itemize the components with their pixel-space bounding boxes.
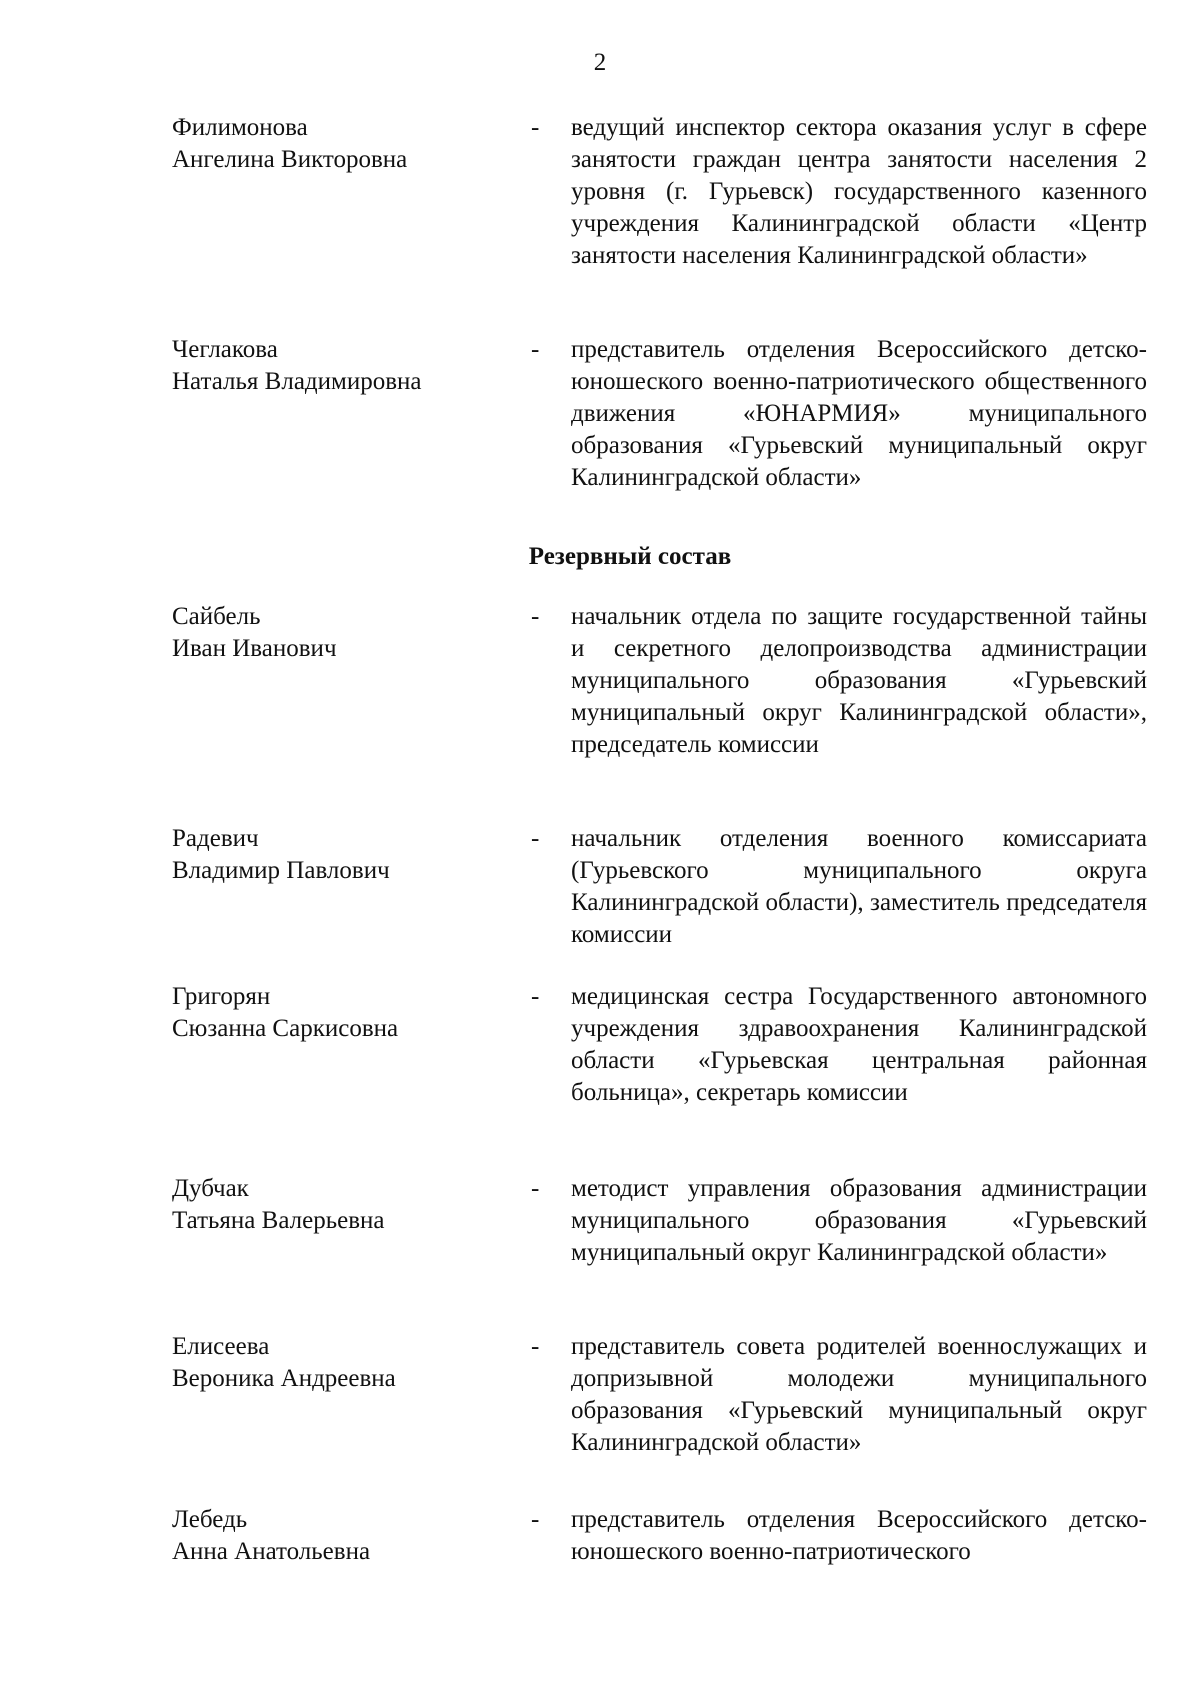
member-description: методист управления образования администрации муниципального образования «Гурьевский муниципальный округ Калининградской области» <box>571 1175 1147 1266</box>
member-name <box>172 601 502 665</box>
member-surname: Лебедь <box>172 1506 248 1533</box>
separator-dash: - <box>531 1175 540 1202</box>
member-given-names: Анна Анатольевна <box>172 1538 371 1565</box>
member-description: представитель отделения Всероссийского детско-юношеского военно-патриотического <box>571 1506 1147 1565</box>
member-name <box>172 823 502 887</box>
member-surname: Филимонова <box>172 114 308 141</box>
member-surname: Дубчак <box>172 1175 249 1202</box>
member-given-names: Владимир Павлович <box>172 857 390 884</box>
member-given-names: Вероника Андреевна <box>172 1365 396 1392</box>
member-description: медицинская сестра Государственного автономного учреждения здравоохранения Калининградской области «Гурьевская центральная районная больница», секретарь комиссии <box>571 983 1147 1106</box>
member-description: начальник отдела по защите государственной тайны и секретного делопроизводства администрации муниципального образования «Гурьевский муниципальный округ Калининградской области», председатель комиссии <box>571 603 1147 758</box>
member-given-names: Ангелина Викторовна <box>172 146 408 173</box>
member-description: представитель совета родителей военнослужащих и допризывной молодежи муниципального образования «Гурьевский муниципальный округ Калининградской области» <box>571 1333 1147 1456</box>
member-name <box>172 112 502 176</box>
member-given-names: Сюзанна Саркисовна <box>172 1015 399 1042</box>
separator-dash: - <box>531 603 540 630</box>
separator-dash: - <box>531 825 540 852</box>
member-given-names: Наталья Владимировна <box>172 368 422 395</box>
member-surname: Григорян <box>172 983 271 1010</box>
member-surname: Елисеева <box>172 1333 270 1360</box>
member-name <box>172 1173 502 1237</box>
member-surname: Радевич <box>172 825 259 852</box>
separator-dash: - <box>531 114 540 141</box>
separator-dash: - <box>531 336 540 363</box>
member-given-names: Иван Иванович <box>172 635 337 662</box>
page-number: 2 <box>593 49 607 76</box>
separator-dash: - <box>531 1506 540 1533</box>
member-name <box>172 1504 502 1568</box>
member-given-names: Татьяна Валерьевна <box>172 1207 385 1234</box>
separator-dash: - <box>531 983 540 1010</box>
member-name <box>172 1331 502 1395</box>
member-surname: Сайбель <box>172 603 261 630</box>
member-description: ведущий инспектор сектора оказания услуг в сфере занятости граждан центра занятости населения 2 уровня (г. Гурьевск) государственного казенного учреждения Калининградской области «Центр занятости населения Калининградской области» <box>571 114 1147 269</box>
member-name <box>172 334 502 398</box>
separator-dash: - <box>531 1333 540 1360</box>
member-description: начальник отделения военного комиссариата (Гурьевского муниципального округа Калининградской области), заместитель председателя комиссии <box>571 825 1147 948</box>
member-name <box>172 981 502 1045</box>
reserve-section-title: Резервный состав <box>528 543 732 570</box>
member-surname: Чеглакова <box>172 336 278 363</box>
member-description: представитель отделения Всероссийского детско-юношеского военно-патриотического общественного движения «ЮНАРМИЯ» муниципального образования «Гурьевский муниципальный округ Калининградской области» <box>571 336 1147 491</box>
